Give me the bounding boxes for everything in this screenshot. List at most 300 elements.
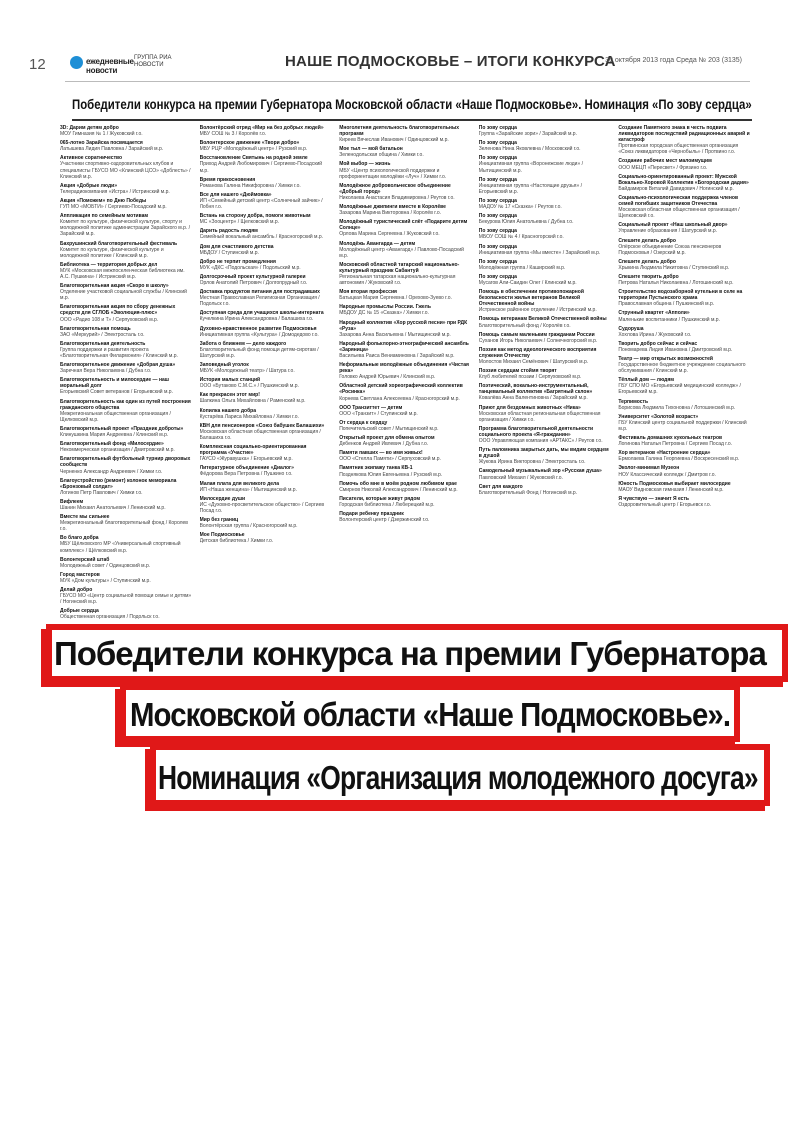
entry-organization: Головко Андрей Юрьевич / Клинский м.р.: [339, 374, 436, 381]
entry-title: Мое тыл — мой батальон: [339, 146, 403, 153]
award-entry: [60, 283, 192, 301]
award-entry: [479, 155, 611, 173]
award-entry: [200, 444, 332, 462]
entry-organization: Клуб любителей поэзии / Серпуховский м.р.: [478, 374, 582, 381]
entry-organization: Мусагов Али-Саидин Олег / Клинский м.р.: [478, 279, 577, 286]
entry-title: Социально-ориентированный проект: Мужской Вокально-Хоровой Коллектив «Богородская дадия»: [618, 173, 749, 186]
overlay-line-1: Победители конкурса на премии Губернатора: [54, 635, 766, 672]
entry-organization: Николаева Анастасия Владимировна / Реутов г.о.: [339, 194, 455, 201]
entry-title: Восстановление Святынь на родной земле: [199, 155, 308, 162]
entry-title: Благотворительная акция по сбору денежных средств для СГЛОБ «Эволюция-плюс»: [60, 304, 176, 317]
entry-title: Благотворительный проект «Праздник доброты»: [60, 425, 184, 432]
entry-title: Вифлеем: [60, 498, 84, 505]
entry-title: Тёплый дом — людям: [618, 377, 674, 384]
entry-title: Спешите делать добро: [618, 237, 676, 244]
award-entry: [339, 511, 471, 523]
overlay-line-3: Номинация «Организация молодежного досуга»: [158, 759, 758, 796]
entry-title: Копилка нашего добра: [199, 407, 257, 414]
entry-organization: Орлова Марина Сергеевна / Жуковский г.о.: [339, 231, 440, 238]
entry-organization: ИС «Духовно-просветительское общество» / Сергиев Посад г.о.: [199, 501, 325, 514]
entry-organization: ЗАО «Меркурий» / Электросталь г.о.: [60, 331, 145, 338]
entry-title: Областной детский хореографический коллектив «Росинка»: [339, 383, 463, 396]
award-entry: [618, 158, 750, 170]
entry-organization: Группа «Зарайские зори» / Зарайский м.р.: [478, 131, 577, 138]
entry-title: Мое Подмосковье: [199, 532, 245, 539]
award-entry: [618, 310, 750, 322]
award-entry: [60, 341, 192, 359]
entry-title: Духовно-нравственное развитие Подмосковья: [199, 325, 317, 332]
entry-organization: Романова Галина Никифоровна / Химки г.о.: [199, 182, 301, 189]
entry-organization: Московская областная региональная общественная организация / Химки г.о.: [478, 410, 601, 423]
entry-organization: ГБУ Клинский центр социальной поддержки / Клинский м.р.: [618, 419, 747, 432]
entry-organization: ООО «Радио 108 и Т» / Серпуховский м.р.: [60, 316, 159, 323]
award-entry: [618, 465, 750, 477]
entry-title: Создание Памятного знака в честь подвига ликвидаторов последствий радиационных аварий и катастроф: [618, 125, 750, 144]
entry-organization: МБДОУ ДС № 15 «Сказка» / Химки г.о.: [339, 310, 429, 317]
award-entry: [618, 341, 750, 353]
entry-title: Волонтёрский отряд «Мир на без добрых людей»: [199, 125, 324, 131]
entry-organization: Волонтёрская группа / Красногорский м.р.: [199, 523, 298, 530]
entry-organization: Позднякова Юлия Евгеньевна / Рузский м.р.: [339, 471, 443, 478]
entry-title: ООО Транзиттет — детям: [339, 404, 403, 411]
award-entry: [60, 155, 192, 179]
entry-organization: Зеленодольская община / Химки г.о.: [339, 152, 424, 159]
entry-title: Дом для счастливого детства: [199, 243, 274, 250]
entry-title: Творить добро сейчас и сейчас: [618, 340, 698, 347]
entry-organization: МУК «Дом культуры» / Ступинский м.р.: [60, 577, 151, 584]
award-entry: [60, 399, 192, 423]
entry-title: Свет для каждого: [478, 483, 523, 490]
issue-info: 30 октября 2013 года Среда № 203 (3135): [605, 57, 742, 64]
logo-text: ежедневные новости: [86, 57, 134, 75]
entry-organization: ООО «Стелла Памяти» / Серпуховский м.р.: [339, 456, 441, 463]
entry-title: Благотворительность и милосердие — наш моральный долг: [60, 377, 169, 390]
entry-organization: МБУ СОШ № 3 / Королёв г.о.: [199, 131, 267, 138]
entry-title: Памяти павших — во имя живых!: [339, 450, 423, 457]
award-entry: [339, 262, 471, 286]
entry-organization: МАДОУ № 17 «Сказка» / Реутов г.о.: [478, 204, 562, 211]
entry-title: Народный коллектив «Хор русской песни» при РДК «Руза»: [339, 319, 468, 332]
award-entry: [618, 238, 750, 256]
award-entry: [618, 174, 750, 192]
entry-organization: МС «Зооцентр» / Щелковский м.р.: [199, 219, 279, 226]
entry-title: Народные промыслы России. Гжель: [339, 304, 431, 311]
award-entry: [339, 383, 471, 401]
entry-organization: Жукова Ирина Викторовна / Электросталь г.о.: [478, 459, 586, 466]
entry-organization: Шапкина Ольга Михайловна / Раменский м.р.: [199, 398, 306, 405]
award-entry: [339, 289, 471, 301]
entry-organization: Истринское районное отделение / Истринский м.р.: [478, 307, 597, 314]
award-entry: [618, 414, 750, 432]
entry-title: Заповедный уголок: [199, 362, 249, 368]
award-entry: [618, 496, 750, 508]
entry-title: По зову сердца: [478, 228, 517, 235]
page-header: [0, 0, 800, 84]
entry-title: Молодёжный туристический слёт «Подарите детям Солнце»: [339, 219, 468, 232]
award-entry: [618, 289, 750, 307]
entry-organization: МБДОУ / Ступинский м.р.: [199, 249, 259, 256]
entry-organization: МБОУ СОШ № 4 / Красногорский г.о.: [478, 234, 564, 241]
award-entry: [60, 572, 192, 584]
award-entry: [339, 496, 471, 508]
award-entry: [200, 274, 332, 286]
entry-organization: Детская библиотека / Химки г.о.: [199, 538, 274, 545]
entry-title: Приют для бездомных животных «Ника»: [478, 404, 581, 411]
entry-organization: ИП «Наша женщина» / Мытищинский м.р.: [199, 486, 297, 493]
award-entry: [479, 125, 611, 137]
entry-organization: МАОУ Видновская гимназия / Ленинский м.р.: [618, 486, 724, 493]
award-entry: [339, 125, 471, 143]
award-entry: [339, 183, 471, 201]
award-entry: [200, 213, 332, 225]
entry-title: От сердца к сердцу: [339, 419, 388, 426]
award-entry: [618, 399, 750, 411]
entry-organization: Семейный вокальный ансамбль / Красногорский м.р.: [199, 234, 324, 241]
entry-title: КВН для пенсионеров «Союз бабушек Балашихи»: [199, 422, 325, 429]
award-entry: [60, 377, 192, 395]
entry-title: Строительство водозаборной кутельни в селе на территории Пустынского храма: [618, 289, 743, 302]
award-entry: [479, 259, 611, 271]
entry-organization: Московская областная общественная организация / Балашиха г.о.: [199, 428, 321, 441]
entry-title: Театр — мир открытых возможностей: [618, 356, 713, 362]
entry-organization: Черненко Александр Андреевич / Химки г.о.: [60, 468, 163, 475]
entry-title: Акция «Поможем» по Дню Победы: [60, 197, 147, 204]
entry-title: Милосердие души: [199, 495, 246, 502]
entry-organization: Шанин Михаил Анатольевич / Ленинский м.р.: [60, 504, 166, 511]
entry-organization: Киреев Вячеслав Иванович / Одинцовский м.р.: [339, 137, 449, 144]
entry-organization: Логинов Петр Павлович / Химки г.о.: [60, 489, 143, 496]
entry-title: Социальный проект «Наш школьный двор»: [618, 222, 728, 229]
entry-organization: Общественная организация / Подольск г.о.: [60, 614, 160, 621]
entry-title: Мир без границ: [199, 516, 239, 523]
entry-title: 3D: Дарим детям добро: [60, 125, 119, 131]
award-entry: [479, 484, 611, 496]
award-entry: [60, 213, 192, 237]
award-entry: [200, 408, 332, 420]
entry-organization: Государственное бюджетное учреждение социального обслуживания / Клинский м.р.: [618, 362, 746, 375]
entry-organization: Кустарёва Лариса Михайловна / Химки г.о.: [199, 413, 299, 420]
entry-organization: Молодёжная группа / Каширский м.р.: [478, 264, 566, 271]
entry-title: Все для нашего «Дюймовка»: [199, 191, 272, 198]
entry-organization: Васильева Раиса Вениаминовна / Зарайский м.р.: [339, 353, 455, 359]
award-entry: [479, 140, 611, 152]
award-entry: [618, 435, 750, 447]
award-entry: [339, 362, 471, 380]
entry-organization: ГБУ СПО МО «Егорьевский медицинский колледж» / Егорьевский м.р.: [618, 383, 741, 396]
award-entry: [200, 362, 332, 374]
entry-organization: Местная Православная Религиозная Организация / Подольск г.о.: [199, 295, 320, 308]
entry-organization: Павловский Михаил / Жуковский г.о.: [478, 474, 563, 481]
award-entry: [60, 362, 192, 374]
entry-organization: НОУ Классический колледж / Дмитров г.о.: [618, 471, 716, 478]
award-entry: [618, 356, 750, 374]
entry-organization: Молостов Михаил Семёнович / Шатурский м.р.: [478, 359, 589, 365]
entry-organization: Корнева Светлана Алексеевна / Красногорский м.р.: [339, 395, 460, 402]
award-entry: [60, 441, 192, 453]
entry-title: Литературное объединение «Диалог»: [199, 465, 294, 472]
entry-title: По зову сердца: [478, 155, 517, 162]
award-entry: [60, 304, 192, 322]
entry-organization: МБУ РЦР «Молодёжный центр» / Рузский м.р.: [199, 146, 308, 153]
entry-title: Встань на сторону добра, помоги животным: [199, 213, 311, 220]
award-entry: [479, 228, 611, 240]
entry-organization: Отделение участковой социальной службы / Клинский м.р.: [60, 289, 187, 302]
entry-organization: Православная община / Пушкинский м.р.: [618, 301, 715, 308]
entry-organization: Московская областная общественная организация / Щелковский г.о.: [618, 207, 740, 220]
entry-title: Благотворительная помощь: [60, 325, 131, 332]
entry-organization: Региональная татарская национально-культурная автономия / Жуковский г.о.: [339, 273, 456, 287]
entry-title: Забота о ближнем — дело каждого: [199, 340, 287, 347]
award-entry: [339, 161, 471, 179]
award-entry: [618, 377, 750, 395]
entry-title: Добро не терпит промедления: [199, 258, 276, 265]
entry-title: Акция «Добрые люди»: [60, 182, 118, 189]
award-entry: [479, 198, 611, 210]
entry-organization: Благотворительный фонд / Королёв г.о.: [478, 322, 571, 329]
entry-organization: Дебенков Андрей Ивлевич / Дубна г.о.: [339, 441, 429, 448]
award-entry: [200, 125, 332, 137]
entry-organization: Клинушкина Мария Андреевна / Клинский м.р.: [60, 432, 169, 439]
entry-organization: Телерадиокомпания «Истра» / Истринский м.р.: [60, 188, 170, 195]
entry-organization: Латышева Лидия Павловна / Зарайский м.р.: [60, 146, 164, 153]
header-divider: [65, 81, 750, 82]
award-entry: [618, 326, 750, 338]
entry-title: Активное соратничество: [60, 155, 123, 162]
entry-title: Самодельный музыкальный зор «Русская душа»: [478, 468, 602, 475]
entry-title: Поэзия сердцам стоймя творят: [478, 368, 557, 375]
entry-organization: Благотворительный фонд помощи детям-сиротам / Шатурский м.р.: [199, 346, 319, 359]
award-entry: [339, 204, 471, 216]
entry-organization: Хрыкина Людмила Никитовна / Ступинский м.р.: [618, 264, 730, 271]
award-entry: [200, 244, 332, 256]
entry-title: Народный фольклорно-этнографический ансамбль «Заряница»: [339, 340, 469, 353]
entry-title: Хор ветеранов «Настроение сердца»: [618, 450, 711, 457]
entry-title: Спешите делать добро: [618, 258, 676, 265]
award-entry: [200, 517, 332, 529]
entry-organization: Пономарева Лидия Ивановна / Дмитровский м.р.: [618, 346, 733, 353]
entry-organization: Волонтерский центр / Дзержинский г.о.: [339, 517, 430, 524]
entry-title: По зову сердца: [478, 125, 517, 131]
entry-organization: ГБУСО МО «Центр социальной помощи семье и детям» / Ногинский м.р.: [60, 593, 192, 606]
entry-organization: Борисова Людмила Тихоновна / Лотошинский м.р.: [618, 404, 736, 411]
award-entry: [60, 499, 192, 511]
award-entry: [200, 341, 332, 359]
entry-title: 065-лотно Зарайска посвящается: [60, 140, 143, 147]
entry-title: Социально-психологическая поддержка членов семей погибших защитников Отечества: [618, 194, 739, 208]
entry-organization: ООО «Транзит» / Ступинский м.р.: [339, 410, 418, 417]
award-entry: [618, 222, 750, 234]
award-entry: [618, 481, 750, 493]
entry-organization: МУК «ДКС «Подольская» / Подольский м.р.: [199, 264, 301, 271]
entry-title: По зову сердца: [478, 243, 517, 250]
entry-organization: Молодежный совет / Одинцовский м.р.: [60, 562, 151, 569]
award-entry: [60, 326, 192, 338]
award-entry: [60, 198, 192, 210]
entry-organization: Захарова Анна Васильевна / Мытищинский м.р.: [339, 331, 451, 338]
entry-title: Памятник экипажу танка КВ-1: [339, 465, 413, 472]
entry-title: Дарить радость людям: [199, 228, 258, 235]
award-entry: [479, 426, 611, 444]
entry-title: Создание рабочих мест малоимущим: [618, 158, 712, 165]
entry-title: Фестиваль домашних кукольных театров: [618, 435, 723, 442]
entry-organization: Хохлова Ирина / Жуковский г.о.: [618, 331, 692, 338]
entry-title: Подари ребенку праздник: [339, 510, 404, 517]
entry-title: Время прикосновения: [199, 176, 256, 183]
award-entry: [339, 219, 471, 237]
entry-title: Писатели, которые живут рядом: [339, 495, 421, 502]
entry-title: Малая плата для великого дела: [199, 480, 280, 487]
award-entry: [60, 535, 192, 553]
entry-title: Комплексная социально-ориентированная программа «Участие»: [199, 444, 307, 457]
award-entry: [200, 228, 332, 240]
entry-title: По зову сердца: [478, 258, 517, 265]
entry-title: Юность Подмосковья выбирает милосердие: [618, 480, 731, 487]
entry-title: Благотворительное движение «Добрая душа»: [60, 362, 176, 369]
entry-title: Молодёжные джипинги вместе в Королёве: [339, 204, 446, 211]
entry-organization: Некоммерческая организация / Дмитровский м.р.: [60, 447, 175, 454]
award-entry: [200, 481, 332, 493]
entry-organization: Инициативная группа «Культура» / Домодедово г.о.: [199, 331, 319, 338]
entry-title: Долгосрочный проект культурной галереи: [199, 273, 306, 280]
award-entry: [339, 450, 471, 462]
entry-title: История малых станций: [199, 377, 261, 384]
award-entry: [60, 140, 192, 152]
entry-organization: ГАУСО «Журавушка» / Егорьевский м.р.: [199, 456, 293, 463]
award-entry: [339, 405, 471, 417]
entry-title: Судоруша: [618, 325, 644, 332]
entry-title: Я чувствую — значит Я есть: [618, 495, 689, 502]
award-entry: [200, 259, 332, 271]
entry-organization: Благотворительный Фонд / Ногинский м.р.: [478, 489, 578, 496]
award-entry: [339, 241, 471, 259]
entry-organization: Смирнов Николай Александрович / Ленинский м.р.: [339, 486, 458, 493]
entry-title: Город мастеров: [60, 571, 100, 578]
entry-organization: Заречная Вера Николаевна / Дубна г.о.: [60, 368, 152, 375]
newspaper-logo: [70, 54, 134, 75]
entry-organization: Ермолаева Галина Георгиевна / Воскресенский м.р.: [618, 456, 740, 463]
award-entry: [339, 465, 471, 477]
award-entry: [618, 259, 750, 271]
award-entry: [339, 304, 471, 316]
entry-title: Благотворительная акция «Скоро в школу»: [60, 283, 169, 290]
entry-title: Библиотека — территория добрых дел: [60, 261, 158, 268]
entry-title: Доступная среда для учащихся школы-интерната: [199, 310, 324, 317]
award-entry: [200, 289, 332, 307]
entry-title: По зову сердца: [478, 176, 517, 183]
award-entry: [200, 177, 332, 189]
award-entry: [200, 310, 332, 322]
entry-organization: Городская библиотека / Люберецкий м.р.: [339, 501, 435, 508]
award-entry: [60, 262, 192, 280]
award-entry: [479, 405, 611, 423]
award-entry: [200, 392, 332, 404]
entry-title: Поэзия как метод идеологического восприятия служения Отечеству: [478, 346, 597, 359]
overlay-line-2: Московской области «Наше Подмосковье».: [130, 696, 731, 733]
entry-organization: ООО МЕЦП «Пересвет» / Фрязино г.о.: [618, 164, 708, 171]
entry-organization: ООО «Бутаково С.М.С.» / Пушкинский м.р.: [199, 383, 299, 390]
award-entry: [60, 241, 192, 259]
award-entry: [618, 450, 750, 462]
entry-title: Волонтерский штаб: [60, 556, 110, 563]
entry-title: Помощь ветеранам Великой Отечественной войны: [478, 316, 607, 323]
entry-title: Путь паломника закрытых дать, мы видим сердцем в душой: [478, 447, 609, 460]
entry-title: Мой выбор — жизнь: [339, 161, 391, 168]
entry-organization: Маленькие воспитанники / Пушкинский м.р.: [618, 316, 720, 323]
entry-title: Спешите творить добро: [618, 273, 679, 280]
entry-organization: Приход Андрей Любомирович / Сергиево-Посадский м.р.: [199, 161, 323, 174]
article-headline: Победители конкурса на премии Губернатора Московской области «Наше Подмосковье». Номинация «По зову сердца»: [72, 96, 752, 112]
award-entry: [200, 192, 332, 210]
entry-title: Волонтерское движение «Твори добро»: [199, 140, 300, 147]
entry-organization: Оздоровительный центр / Егорьевск г.о.: [618, 501, 712, 508]
award-entry: [339, 420, 471, 432]
headline-divider: [72, 119, 752, 121]
award-entry: [479, 332, 611, 344]
award-entry: [200, 155, 332, 173]
entry-title: Университет «Золотой возраст»: [618, 413, 699, 420]
entry-title: По зову сердца: [478, 140, 517, 147]
award-entry: [60, 514, 192, 532]
entry-organization: Межрегиональная общественная организация / Щелковский м.р.: [60, 410, 171, 423]
entry-organization: Участники спортивно-оздоровительных клубов и специалисты ГБУСО МО «Клинский ЦСО» «Доблесть» / Клинский м.р.: [60, 161, 191, 180]
entry-title: По зову сердца: [478, 197, 517, 204]
entry-title: Благотворительность как один из путей построения гражданского общества: [60, 398, 191, 411]
entry-title: Добрые сердца: [60, 608, 99, 615]
entry-organization: Протвинская городская общественная организация «Союз ликвидаторов «Чернобыль» / Протвино г.о.: [618, 143, 739, 156]
entry-title: Моя вторая профессия: [339, 289, 397, 296]
entry-organization: ГУП МО «МОБТИ» / Сергиево-Посадский м.р.: [60, 204, 167, 211]
overlay-banner: [30, 596, 800, 832]
award-entry: [618, 195, 750, 219]
entry-organization: Опёрское объединение Союза пенсионеров Подмосковья / Озерский м.р.: [618, 243, 722, 256]
entry-title: Молодёжь Авангарда — детям: [339, 240, 416, 247]
award-entry: [479, 447, 611, 465]
award-entry: [618, 274, 750, 286]
award-entry: [339, 481, 471, 493]
award-entry: [479, 274, 611, 286]
entry-title: Молодёжное добровольческое объединение «Добрый город»: [339, 182, 451, 195]
entry-organization: ИП «Семейный детский центр «Солнечный зайчик» / Лобня г.о.: [199, 197, 323, 211]
award-entry: [479, 244, 611, 256]
entry-organization: МУК «Московская межпоселенческая библиотека им. А.С. Пушкина» / Истринский м.р.: [60, 267, 185, 280]
award-entry: [60, 478, 192, 496]
entry-title: Московский областной татарский национально-культурный праздник Сабантуй: [339, 261, 460, 274]
entry-title: Как прекрасен этот мир!: [199, 392, 260, 399]
entry-organization: Батыцкая Мария Сергеевна / Орехово-Зуево г.о.: [339, 295, 452, 302]
entry-organization: МБУ Щёлковского МР «Универсальный спортивный комплекс» / Щёлковский м.р.: [60, 541, 181, 554]
entry-organization: Петрова Наталья Николаевна / Лотошинский м.р.: [618, 280, 734, 287]
entry-organization: Комитет по культуре, физической культуре и молодежной политике / Клинский м.р.: [60, 246, 164, 259]
entry-organization: Инициативная группа «Мы вместе» / Зарайский м.р.: [478, 249, 601, 256]
entry-title: Эколог-минимал Музеон: [618, 465, 680, 472]
logo-circle-icon: [70, 56, 83, 69]
award-entry: [479, 213, 611, 225]
award-entry: [200, 377, 332, 389]
entry-title: Аппликация по семейным мотивам: [60, 213, 149, 220]
entry-organization: Кучелкина Ирина Александровна / Балашиха г.о.: [199, 316, 314, 323]
entry-organization: Логинова Наталья Петровна / Сергиев Посад г.о.: [618, 441, 733, 448]
award-entry: [200, 326, 332, 338]
award-entry: [60, 557, 192, 569]
entry-organization: Егорьевский Совет ветеранов / Егорьевский м.р.: [60, 389, 173, 396]
entry-title: Бахрушинский благотворительный фестиваль: [60, 240, 178, 247]
award-entry: [339, 435, 471, 447]
entry-title: Вместе мы сильнее: [60, 514, 110, 521]
entry-title: Помощь самым маленьким гражданам России: [478, 331, 595, 338]
award-entry: [479, 347, 611, 365]
entry-organization: Управление образования / Шатурский м.р.: [618, 228, 718, 235]
entry-organization: МБУ «Центр психологической поддержки и профориентации молодёжи «Луч» / Химки г.о.: [339, 167, 447, 180]
